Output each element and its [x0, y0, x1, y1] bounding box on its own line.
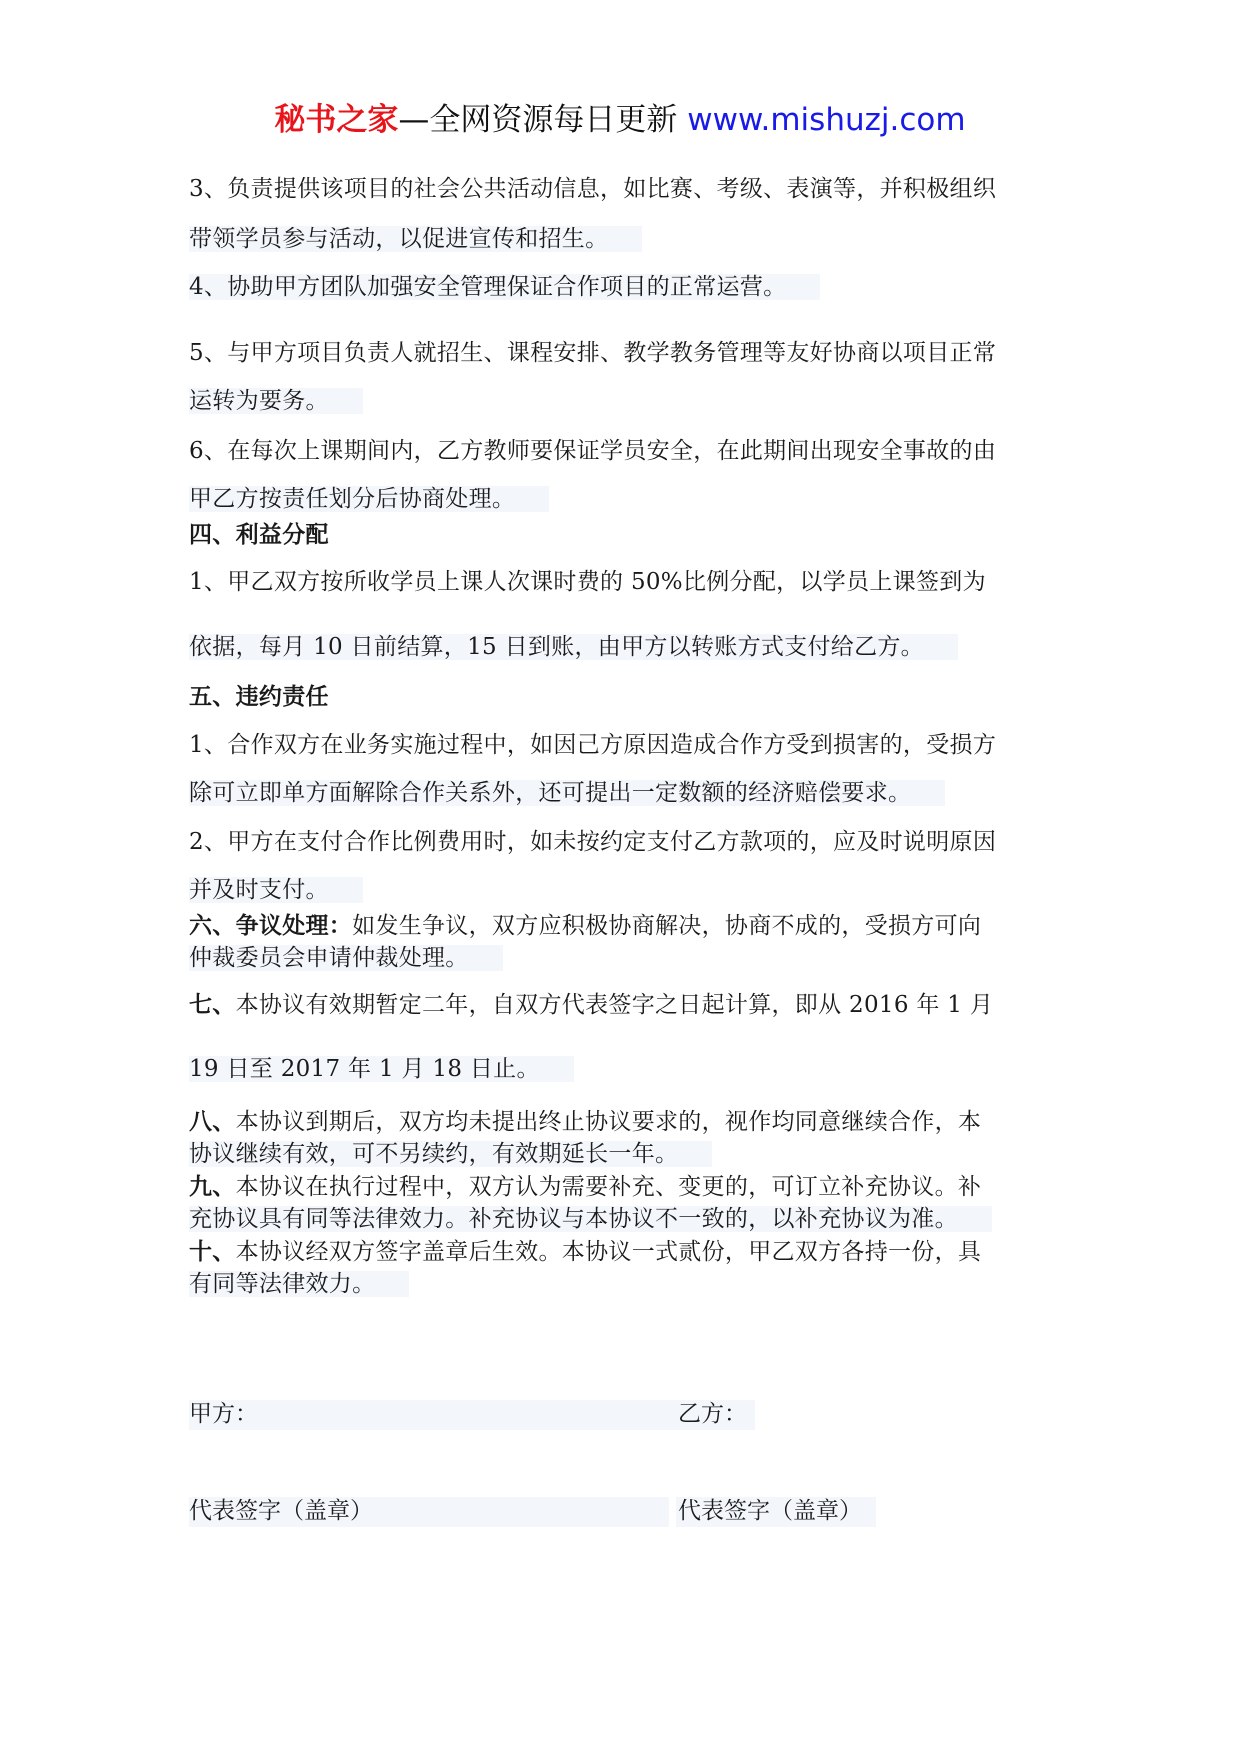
profit-clause-line-2: 依据，每月 10 日前结算，15 日到账，由甲方以转账方式支付给乙方。 — [189, 631, 958, 663]
effect-clause-line-1: 十、本协议经双方签字盖章后生效。本协议一式贰份，甲乙双方各持一份，具 — [189, 1239, 982, 1265]
party-b-representative: 代表签字（盖章） — [678, 1498, 862, 1524]
signature-highlight-row-1 — [189, 1400, 755, 1430]
page-header — [0, 100, 1240, 140]
section-heading-supplement: 九、 — [189, 1174, 236, 1200]
clause-6-line-2: 甲乙方按责任划分后协商处理。 — [189, 483, 549, 515]
party-a-label: 甲方： — [189, 1401, 258, 1427]
clause-3-4-line-1: 3、负责提供该项目的社会公共活动信息，如比赛、考级、表演等，并积极组织 — [189, 176, 997, 202]
breach-clause-2-line-1: 2、甲方在支付合作比例费用时，如未按约定支付乙方款项的，应及时说明原因 — [189, 829, 997, 855]
section-heading-effect: 十、 — [189, 1239, 236, 1265]
breach-clause-1-line-2: 除可立即单方面解除合作关系外，还可提出一定数额的经济赔偿要求。 — [189, 777, 945, 809]
section-heading-profit: 四、利益分配 — [189, 522, 329, 548]
renewal-clause-line-1: 八、本协议到期后，双方均未提出终止协议要求的，视作均同意继续合作，本 — [189, 1109, 982, 1135]
header-slogan: —全网资源每日更新 — [398, 102, 678, 138]
supplement-clause-line-1: 九、本协议在执行过程中，双方认为需要补充、变更的，可订立补充协议。补 — [189, 1174, 982, 1200]
effect-clause-line-2: 有同等法律效力。 — [189, 1268, 409, 1300]
clause-4: 4、协助甲方团队加强安全管理保证合作项目的正常运营。 — [189, 271, 820, 303]
profit-clause-line-1: 1、甲乙双方按所收学员上课人次课时费的 50%比例分配，以学员上课签到为 — [189, 569, 986, 595]
party-b-label: 乙方： — [678, 1401, 747, 1427]
breach-clause-2-line-2: 并及时支付。 — [189, 874, 363, 906]
brand-name: 秘书之家 — [274, 102, 399, 138]
clause-5-line-2: 运转为要务。 — [189, 385, 363, 417]
section-heading-term: 七、 — [189, 992, 236, 1018]
dispute-clause-line-2: 仲裁委员会申请仲裁处理。 — [189, 942, 503, 974]
clause-3-line-2: 带领学员参与活动，以促进宣传和招生。 — [189, 223, 642, 255]
section-heading-renewal: 八、 — [189, 1109, 236, 1135]
breach-clause-1-line-1: 1、合作双方在业务实施过程中，如因己方原因造成合作方受到损害的，受损方 — [189, 732, 997, 758]
clause-5-line-1: 5、与甲方项目负责人就招生、课程安排、教学教务管理等友好协商以项目正常 — [189, 340, 997, 366]
supplement-clause-line-2: 充协议具有同等法律效力。补充协议与本协议不一致的，以补充协议为准。 — [189, 1203, 992, 1235]
dispute-clause-line-1: 六、争议处理：如发生争议，双方应积极协商解决，协商不成的，受损方可向 — [189, 913, 982, 939]
section-heading-breach: 五、违约责任 — [189, 684, 329, 710]
renewal-clause-line-2: 协议继续有效，可不另续约，有效期延长一年。 — [189, 1138, 712, 1170]
party-a-representative: 代表签字（盖章） — [189, 1498, 373, 1524]
term-clause-line-1: 七、本协议有效期暂定二年，自双方代表签字之日起计算，即从 2016 年 1 月 — [189, 992, 994, 1018]
clause-6-line-1: 6、在每次上课期间内，乙方教师要保证学员安全，在此期间出现安全事故的由 — [189, 438, 997, 464]
site-url[interactable]: www.mishuzj.com — [687, 102, 966, 138]
section-heading-dispute: 六、争议处理： — [189, 913, 353, 939]
term-clause-line-2: 19 日至 2017 年 1 月 18 日止。 — [189, 1053, 574, 1085]
